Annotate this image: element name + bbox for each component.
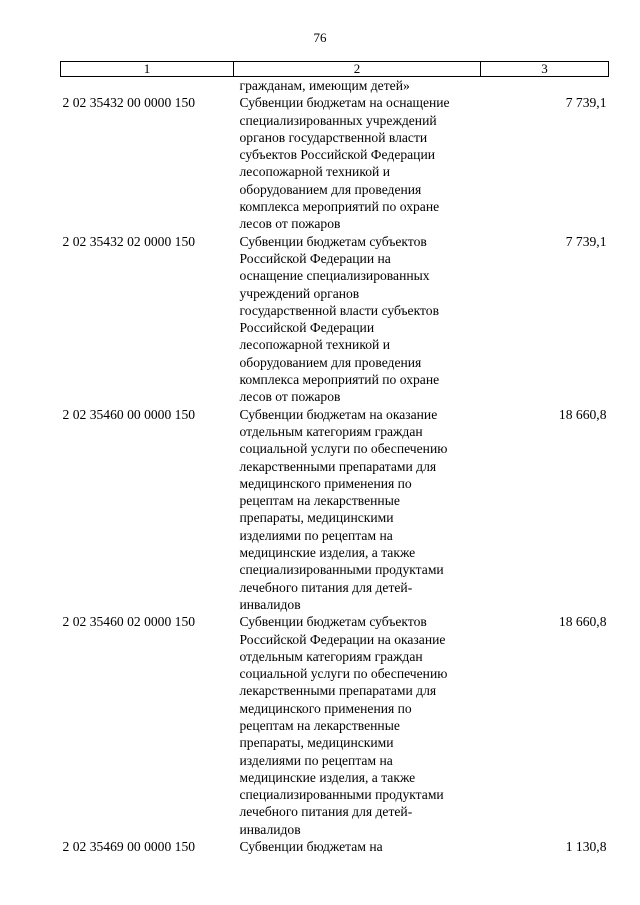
description-line: лечебного питания для детей- [239,579,413,595]
description-line: специализированными продуктами [239,562,444,578]
description-line: изделиями по рецептам на [239,752,393,768]
table-row [61,838,609,855]
table-row [61,406,609,614]
description [234,406,481,614]
description-line: Субвенции бюджетам субъектов [239,233,427,249]
description-line: специализированных учреждений [239,112,437,128]
amount: 18 660,8 [558,614,607,630]
description-line: медицинские изделия, а также [239,545,416,561]
table-row [61,233,609,406]
description-line: Субвенции бюджетам субъектов [239,614,427,630]
budget-code: 2 02 35432 00 0000 150 [62,95,196,111]
description-line: лечебного питания для детей- [239,804,413,820]
description-line: инвалидов [239,596,301,612]
description-line: лесопожарной техникой и [239,337,390,353]
description [234,94,481,232]
description-line: социальной услуги по обеспечению [239,441,448,457]
description-line: Субвенции бюджетам на оснащение [239,95,450,111]
budget-code: 2 02 35469 00 0000 150 [62,839,196,855]
description-line: оснащение специализированных [239,268,430,284]
description-line: препараты, медицинскими [239,735,394,751]
description-line: медицинского применения по [239,475,412,491]
description-line: лекарственными препаратами для [239,458,437,474]
description-line: лесов от пожаров [239,389,341,405]
description-line: Субвенции бюджетам на [239,839,383,855]
header-col-1: 1 [61,62,234,77]
amount: 7 739,1 [565,233,607,249]
description-line: лесопожарной техникой и [239,164,390,180]
description-line: Российской Федерации на [239,250,391,266]
description-line: социальной услуги по обеспечению [239,666,448,682]
description-line: инвалидов [239,821,301,837]
description-line: рецептам на лекарственные [239,717,400,733]
description-line: лесов от пожаров [239,216,341,232]
amount: 7 739,1 [565,95,607,111]
description-line: специализированными продуктами [239,787,444,803]
description-line: медицинские изделия, а также [239,769,416,785]
continuation-row [61,77,609,95]
table-header [61,62,609,77]
description [234,613,481,838]
amount: 18 660,8 [558,406,607,422]
description-line: отдельным категориям граждан [239,648,423,664]
table-body [61,77,609,856]
budget-table [60,61,609,855]
description [234,838,481,855]
budget-code: 2 02 35460 00 0000 150 [62,406,196,422]
description-line: оборудованием для проведения [239,181,422,197]
description-line: комплекса мероприятий по охране [239,372,440,388]
description-line: Российской Федерации на оказание [239,631,446,647]
description-line: отдельным категориям граждан [239,423,423,439]
page-number: 76 [313,30,327,45]
budget-code: 2 02 35460 02 0000 150 [62,614,196,630]
description-line: комплекса мероприятий по охране [239,199,440,215]
header-col-2: 2 [234,62,481,77]
description-line: органов государственной власти [239,129,428,145]
description-line: препараты, медицинскими [239,510,394,526]
description-line: рецептам на лекарственные [239,493,400,509]
description-line: Субвенции бюджетам на оказание [239,406,438,422]
table-row [61,613,609,838]
description-line: оборудованием для проведения [239,354,422,370]
continuation-text: гражданам, имеющим детей» [239,78,410,93]
description-line: Российской Федерации [239,320,375,336]
amount: 1 130,8 [565,839,607,855]
header-col-3: 3 [481,62,609,77]
description-line: медицинского применения по [239,700,412,716]
description [234,233,481,406]
description-line: учреждений органов [239,285,360,301]
description-line: субъектов Российской Федерации [239,147,436,163]
description-line: государственной власти субъектов [239,302,439,318]
budget-code: 2 02 35432 02 0000 150 [62,233,196,249]
table-row [61,94,609,232]
description-line: лекарственными препаратами для [239,683,437,699]
description-line: изделиями по рецептам на [239,527,393,543]
